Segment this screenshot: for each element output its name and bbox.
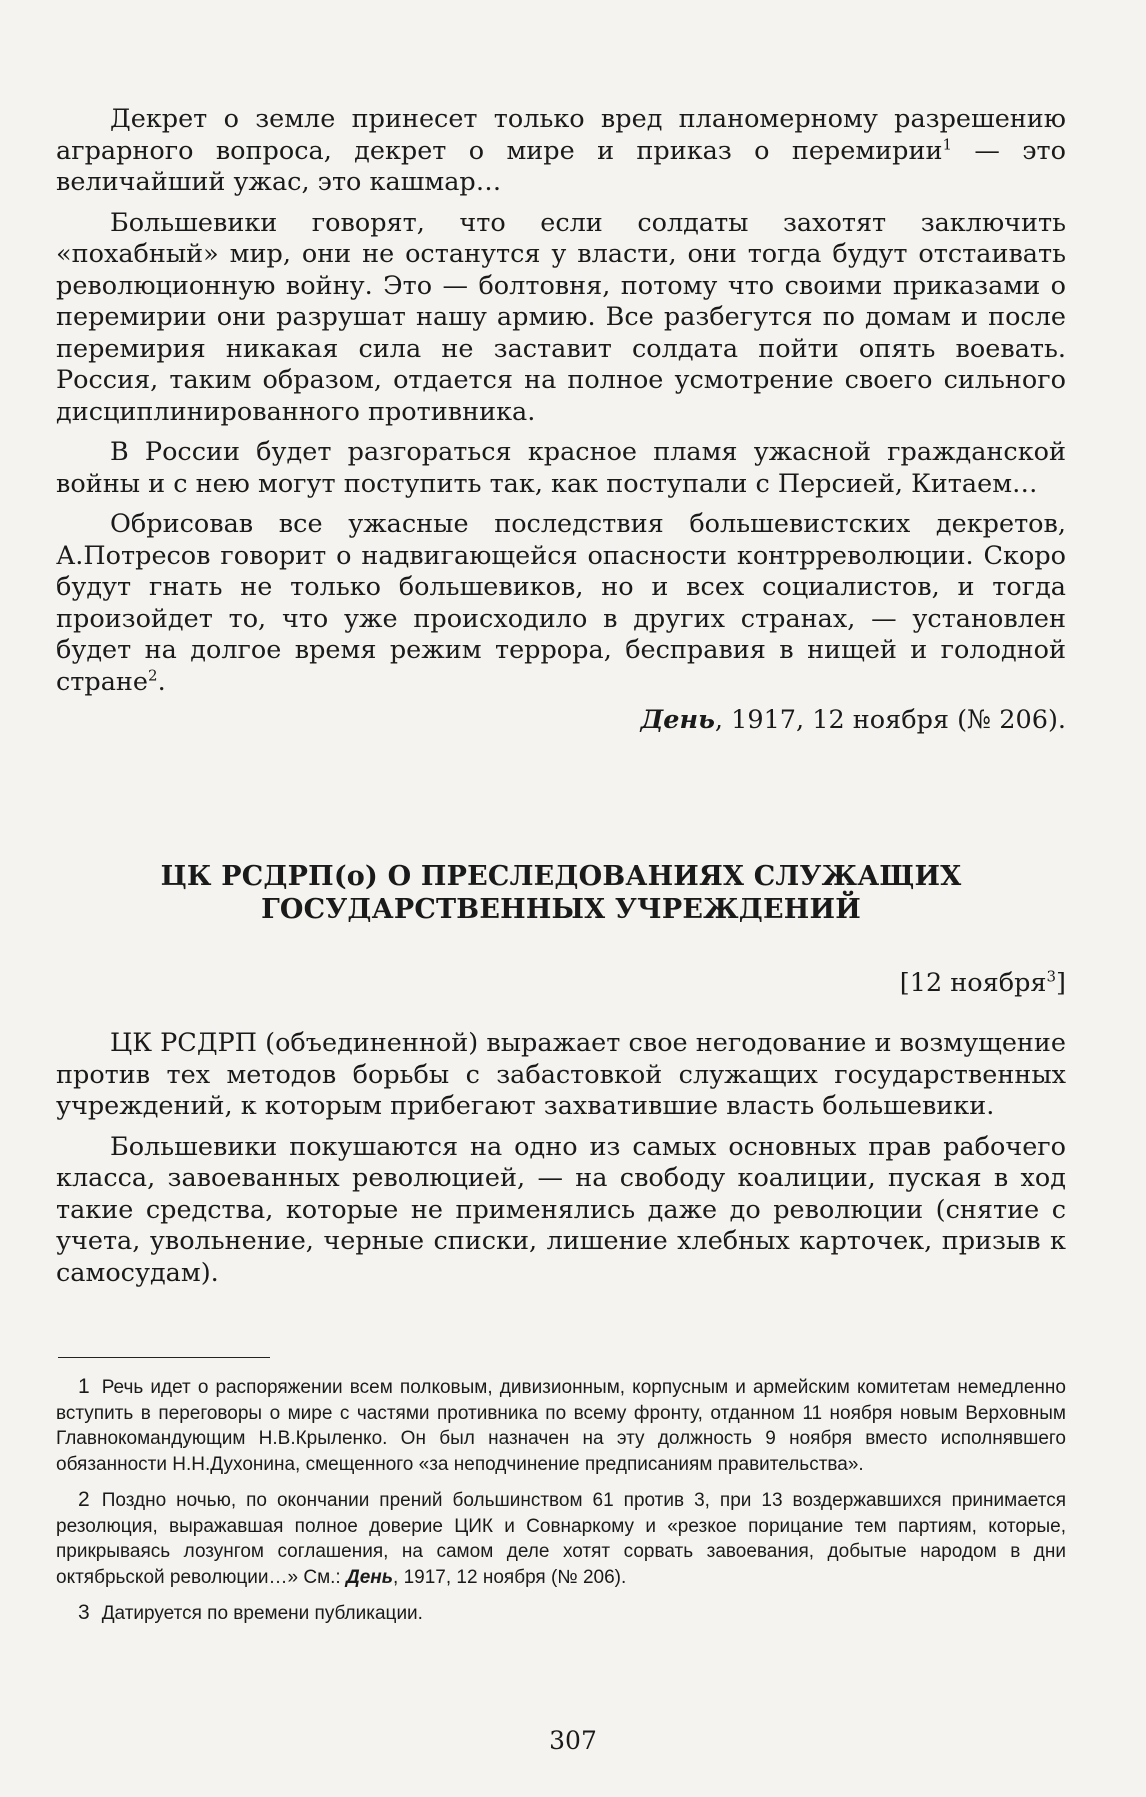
section-heading-block xyxy=(56,860,1066,926)
paragraph-potresov: Обрисовав все ужасные последствия большевистских декретов, А.Потресов говорит о надвигающейся опасности контрреволюции. Скоро будут гнать не только большевиков, но и всех социалистов, и тогда произойдет то, что уже происходило в других странах, — установлен будет на долгое время режим террора, бесправия в нищей и голодной стране$^2$. xyxy=(56,509,1066,697)
page-number: 307 xyxy=(549,1726,597,1755)
paragraph-land-decree: Декрет о земле принесет только вред планомерному разрешению аграрного вопроса, декрет о мире и приказ о перемирии$^1$ — это величайший ужас, это кашмар… xyxy=(56,104,1066,197)
footnotes xyxy=(56,1374,1066,1637)
footnote-divider xyxy=(58,1357,270,1358)
section-heading: ЦК РСДРП(о) О ПРЕСЛЕДОВАНИЯХ СЛУЖАЩИХ ГОСУДАРСТВЕННЫХ УЧРЕЖДЕНИЙ xyxy=(160,861,962,925)
footnote-ref-3[interactable]: 3 xyxy=(1046,967,1057,986)
paragraph-shameful-peace: Большевики говорят, что если солдаты захотят заключить «похабный» мир, они не останутся у власти, они тогда будут отстаивать революционную войну. Это — болтовня, потому что своими приказами о перемирии они разрушат нашу армию. Все разбегутся по домам и после перемирия никакая сила не заставит солдата пойти опять воевать. Россия, таким образом, отдается на полное усмотрение своего сильного дисциплинированного противника. xyxy=(56,207,1066,427)
footnote-3: 3 Датируется по времени публикации. xyxy=(78,1601,423,1624)
paragraph-rsdrp-indignation: ЦК РСДРП (объединенной) выражает свое негодование и возмущение против тех методов борьбы с забастовкой служащих государственных учреждений, к которым прибегают захватившие власть большевики. xyxy=(56,1028,1066,1121)
source-citation xyxy=(56,705,1066,737)
paragraph-civil-war: В России будет разгораться красное пламя ужасной гражданской войны и с нею могут поступить так, как поступали с Персией, Китаем… xyxy=(56,437,1066,499)
source-publication: День xyxy=(640,705,715,735)
paragraph-bolsheviks-rights: Большевики покушаются на одно из самых основных прав рабочего класса, завоеванных революцией, — на свободу коалиции, пуская в ход такие средства, которые не применялись даже до революции (снятие с учета, увольнение, черные списки, лишение хлебных карточек, призыв к самосудам). xyxy=(56,1131,1066,1288)
main-text-bottom xyxy=(56,1028,1066,1289)
date-line xyxy=(56,968,1066,1000)
main-text-top xyxy=(56,104,1066,737)
source-details: , 1917, 12 ноября (№ 206). xyxy=(714,705,1066,735)
footnote-ref-1[interactable]: 1 xyxy=(942,135,953,153)
footnote-ref-2[interactable]: 2 xyxy=(148,666,158,684)
document-date: [12 ноября$^3$] xyxy=(899,967,1066,998)
footnote-1: 1 Речь идет о распоряжении всем полковым, дивизионным, корпусным и армейским комитетам немедленно вступить в переговоры о мире с частями противника по всему фронту, отданном 11 ноября новым Верховным Главнокомандующим Н.В.Крыленко. Он был назначен на эту должность 9 ноября вместо исполнявшего обязанности Н.Н.Духонина, смещенного «за неподчинение предписаниям правительства». xyxy=(56,1375,1066,1475)
footnote-2: 2 Поздно ночью, по окончании прений большинством 61 против 3, при 13 воздержавшихся принимается резолюция, выражавшая полное доверие ЦИК и Совнаркому и «резкое порицание тем партиям, которые, прикрываясь лозунгом соглашения, на самом деле хотят сорвать завоевания, добытые народом в дни октябрьской революции…» См.: День, 1917, 12 ноября (№ 206). xyxy=(56,1488,1066,1588)
